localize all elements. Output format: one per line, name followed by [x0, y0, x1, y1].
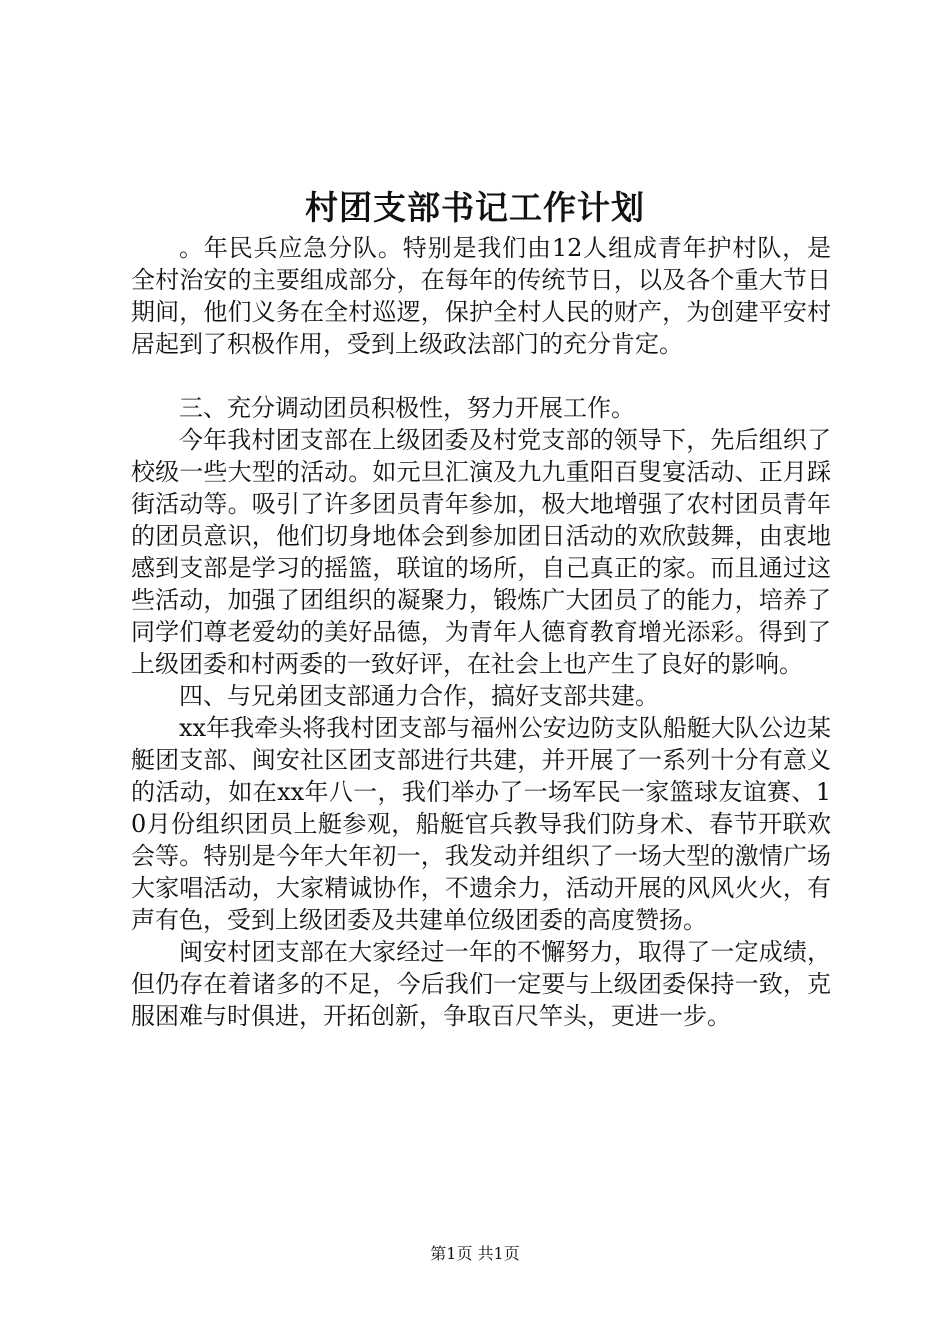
paragraph-intro: 。年民兵应急分队。特别是我们由12人组成青年护村队，是全村治安的主要组成部分，在每年的传统节日，以及各个重大节日期间，他们义务在全村巡逻，保护全村人民的财产，为创建平安村居起到了积极作用，受到上级政法部门的充分肯定。 [131, 234, 831, 358]
paragraph-cooperation: xx年我牵头将我村团支部与福州公安边防支队船艇大队公边某艇团支部、闽安社区团支部进行共建，并开展了一系列十分有意义的活动，如在xx年八一，我们举办了一场军民一家篮球友谊赛、10月份组织团员上艇参观，船艇官兵教导我们防身术、春节开联欢会等。特别是今年大年初一，我发动并组织了一场大型的激情广场大家唱活动，大家精诚协作，不遗余力，活动开展的风风火火，有声有色，受到上级团委及共建单位级团委的高度赞扬。 [131, 714, 831, 934]
document-body [131, 232, 831, 1032]
page-number-footer: 第1页 共1页 [430, 1244, 520, 1263]
paragraph-conclusion: 闽安村团支部在大家经过一年的不懈努力，取得了一定成绩，但仍存在着诸多的不足，今后我们一定要与上级团委保持一致，克服困难与时俱进，开拓创新，争取百尺竿头，更进一步。 [131, 938, 831, 1030]
section-heading-three: 三、充分调动团员积极性，努力开展工作。 [179, 394, 635, 422]
section-heading-four: 四、与兄弟团支部通力合作，搞好支部共建。 [179, 682, 659, 710]
paragraph-spacer [131, 360, 831, 392]
paragraph-activities: 今年我村团支部在上级团委及村党支部的领导下，先后组织了校级一些大型的活动。如元旦汇演及九九重阳百叟宴活动、正月踩街活动等。吸引了许多团员青年参加，极大地增强了农村团员青年的团员意识，他们切身地体会到参加团日活动的欢欣鼓舞，由衷地感到支部是学习的摇篮，联谊的场所，自己真正的家。而且通过这些活动，加强了团组织的凝聚力，锻炼广大团员了的能力，培养了同学们尊老爱幼的美好品德，为青年人德育教育增光添彩。得到了上级团委和村两委的一致好评，在社会上也产生了良好的影响。 [131, 426, 831, 678]
document-title: 村团支部书记工作计划 [305, 188, 645, 227]
